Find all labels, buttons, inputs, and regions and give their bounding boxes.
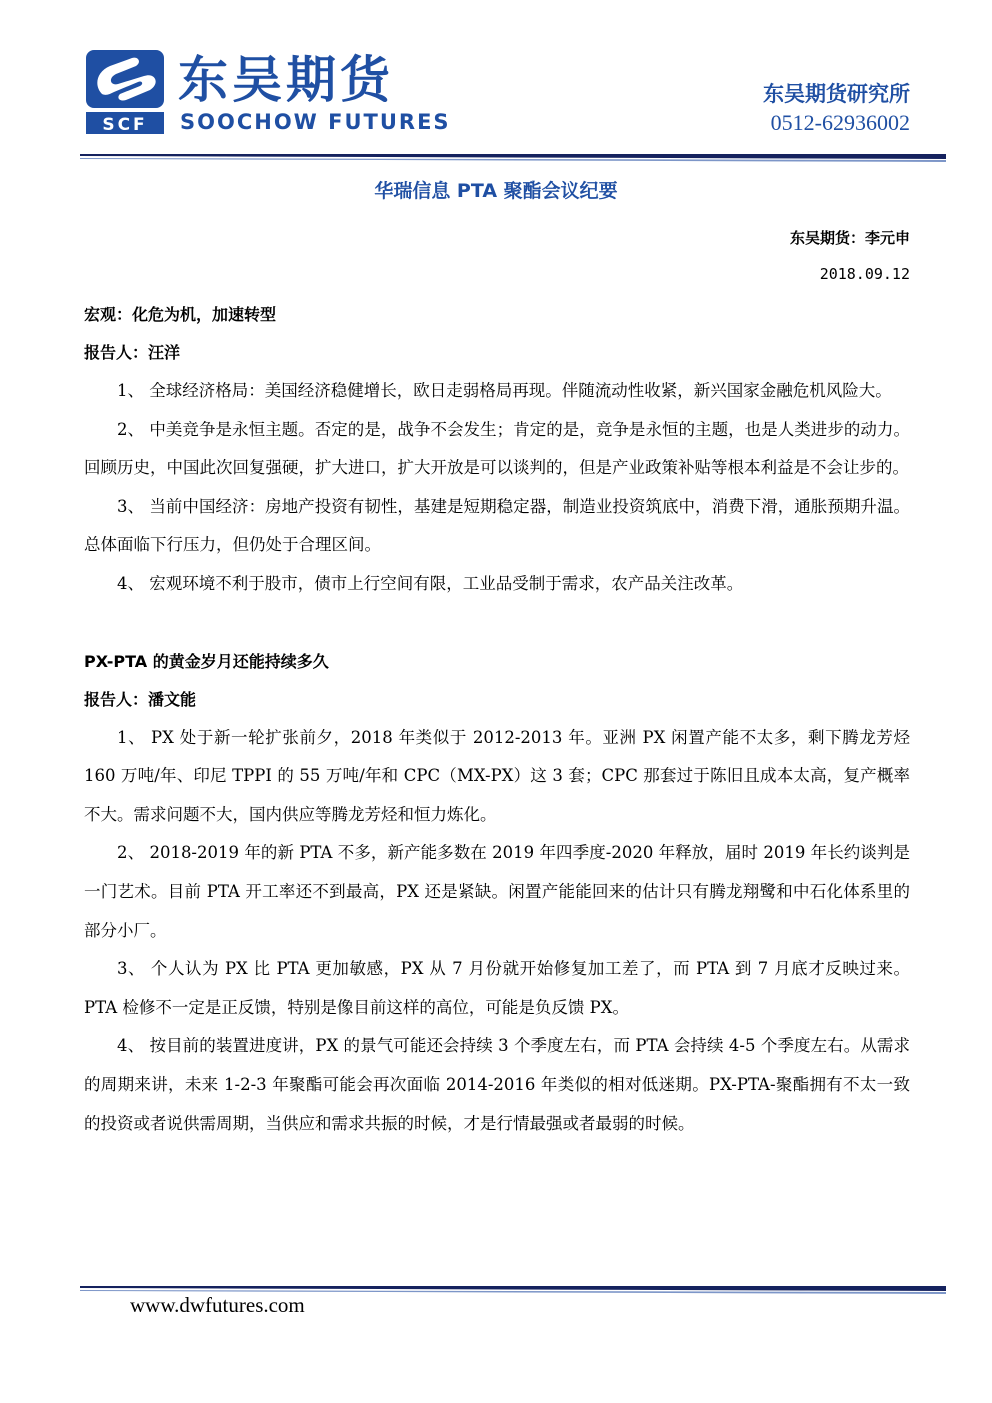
section-presenter: 报告人：汪洋 [84,343,181,362]
phone-number: 0512-62936002 [770,110,910,135]
paragraph: 4、 宏观环境不利于股市，债市上行空间有限，工业品受制于需求，农产品关注改革。 [117,573,744,593]
paragraph: 3、 当前中国经济：房地产投资有韧性，基建是短期稳定器，制造业投资筑底中，消费下滑，通胀预期升温。总体面临下行压力，但仍处于合理区间。 [84,496,910,555]
section-heading: 宏观：化危为机，加速转型 [84,305,277,324]
section-macro [84,296,910,604]
report-date: 2018.09.12 [819,265,910,283]
document-title: 华瑞信息 PTA 聚酯会议纪要 [374,180,618,202]
institute-name: 东吴期货研究所 [763,82,910,106]
header-divider [80,154,946,162]
document-body [84,296,910,1143]
footer-website-link[interactable]: www.dwfutures.com [130,1293,305,1317]
logo-chinese-name: 东吴期货 [178,51,394,109]
logo-abbr: SCF [102,115,148,134]
paragraph: 1、 PX 处于新一轮扩张前夕，2018 年类似于 2012-2013 年。亚洲 PX 闲置产能不太多，剩下腾龙芳烃 160 万吨/年、印尼 TPPI 的 55 万吨/年和 CPC（MX-PX）这 3 套；CPC 那套过于陈旧且成本太高，复产概率不大。需求问题不大，国内供应等腾龙芳烃和恒力炼化。 [84,727,910,824]
paragraph: 2、 2018-2019 年的新 PTA 不多，新产能多数在 2019 年四季度-2020 年释放，届时 2019 年长约谈判是一门艺术。目前 PTA 开工率还不到最高，PX 还是紧缺。闲置产能能回来的估计只有腾龙翔鹭和中石化体系里的部分小厂。 [84,843,910,940]
paragraph: 4、 按目前的装置进度讲，PX 的景气可能还会持续 3 个季度左右，而 PTA 会持续 4-5 个季度左右。从需求的周期来讲，未来 1-2-3 年聚酯可能会再次面临 2014-2016 年类似的相对低迷期。PX-PTA-聚酯拥有不太一致的投资或者说供需周期，当供应和需求共振的时候，才是行情最强或者最弱的时候。 [84,1036,910,1133]
section-heading: PX-PTA 的黄金岁月还能持续多久 [84,651,329,671]
paragraph: 1、 全球经济格局：美国经济稳健增长，欧日走弱格局再现。伴随流动性收紧，新兴国家金融危机风险大。 [117,381,892,400]
company-logo [86,50,451,140]
author-line: 东吴期货：李元申 [789,229,910,247]
scf-logo-icon [86,50,164,134]
paragraph: 2、 中美竞争是永恒主题。否定的是，战争不会发生；肯定的是，竞争是永恒的主题，也是人类进步的动力。回顾历史，中国此次回复强硬，扩大进口，扩大开放是可以谈判的，但是产业政策补贴等根本利益是不会让步的。 [84,419,910,478]
section-px-pta [84,643,910,1144]
logo-english-name: SOOCHOW FUTURES [180,110,451,134]
paragraph: 3、 个人认为 PX 比 PTA 更加敏感，PX 从 7 月份就开始修复加工差了，而 PTA 到 7 月底才反映过来。PTA 检修不一定是正反馈，特别是像目前这样的高位，可能是负反馈 PX。 [84,959,910,1017]
section-presenter: 报告人：潘文能 [84,689,197,709]
